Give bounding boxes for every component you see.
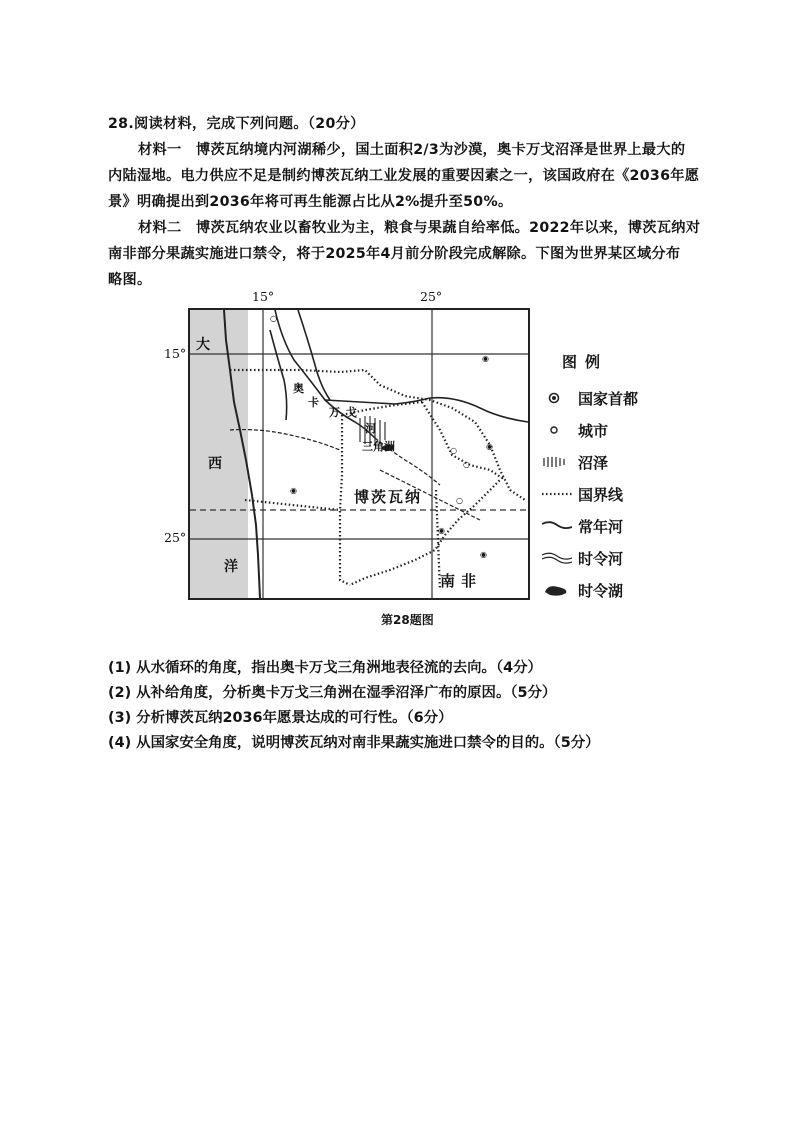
okavango-char-4: 戈 (346, 406, 357, 419)
border-botswana-west (340, 415, 350, 585)
capital-marker-windhoek: ◉ (290, 486, 297, 495)
legend-label-city: 城市 (578, 422, 609, 440)
coastline (224, 310, 260, 598)
legend-item-city (542, 418, 702, 442)
ocean-char-1: 大 (196, 337, 210, 353)
legend-title: 图例 (562, 353, 609, 371)
legend-item-seasonal-lake (542, 578, 702, 602)
seasonal-lake-icon (542, 578, 572, 602)
subquestion-2: (2) 从补给角度，分析奥卡万戈三角洲在湿季沼泽广布的原因。（5分） (108, 685, 557, 701)
border-line-icon (542, 482, 572, 506)
material-2-line-1: 材料二 博茨瓦纳农业以畜牧业为主，粮食与果蔬自给率低。2022年以来，博茨瓦纳对 (138, 220, 701, 236)
legend-label-border: 国界线 (578, 486, 624, 504)
okavango-char-2: 卡 (308, 396, 319, 409)
kunene-river (270, 330, 287, 420)
perennial-river-icon (542, 514, 572, 538)
legend-label-perennial-river: 常年河 (578, 518, 624, 536)
material-1-line-1: 材料一 博茨瓦纳境内河湖稀少，国土面积2/3为沙漠，奥卡万戈沼泽是世界上最大的 (138, 142, 686, 158)
lat-label-15: 15° (164, 346, 187, 361)
lon-label-15: 15° (252, 289, 275, 304)
city-marker-4: ○ (456, 496, 463, 505)
city-icon (542, 418, 572, 442)
border-north (230, 370, 525, 500)
seasonal-river-icon (542, 546, 572, 570)
country-label-south-africa: 南非 (440, 572, 483, 590)
capital-marker-lusaka-region: ◉ (486, 442, 493, 451)
legend-label-seasonal-river: 时令河 (578, 550, 624, 568)
map-drawing (190, 310, 530, 600)
ocean-char-2: 西 (208, 456, 222, 472)
region-map (188, 308, 530, 600)
border-namibia-south (245, 500, 340, 510)
legend-label-swamp: 沼泽 (578, 454, 609, 472)
lon-label-25: 25° (420, 289, 443, 304)
ocean-char-3: 洋 (224, 559, 238, 575)
capital-marker-pretoria: ◉ (480, 550, 487, 559)
material-2-line-3: 略图。 (108, 272, 152, 288)
subquestion-4: (4) 从国家安全角度，说明博茨瓦纳对南非果蔬实施进口禁令的目的。（5分） (108, 735, 600, 751)
city-marker-3: ○ (463, 460, 470, 469)
capital-marker-gaborone: ◉ (438, 526, 445, 535)
legend-label-seasonal-lake: 时令湖 (578, 582, 624, 600)
country-label-botswana: 博茨瓦纳 (354, 488, 423, 506)
legend-item-border (542, 482, 702, 506)
city-marker-1: ○ (270, 314, 277, 323)
okavango-delta-label: 三角洲 (362, 440, 395, 453)
subquestion-3: (3) 分析博茨瓦纳2036年愿景达成的可行性。（6分） (108, 710, 453, 726)
legend-item-capital (542, 386, 702, 410)
capital-marker-luanda-region: ◉ (482, 354, 489, 363)
material-2-line-2: 南非部分果蔬实施进口禁令，将于2025年4月前分阶段完成解除。下图为世界某区域分布 (108, 246, 681, 262)
capital-icon (542, 386, 572, 410)
subquestion-1: (1) 从水循环的角度，指出奥卡万戈三角洲地表径流的去向。（4分） (108, 660, 542, 676)
okavango-char-5: 河 (365, 422, 376, 435)
question-header: 28.阅读材料，完成下列问题。（20分） (108, 116, 365, 132)
okavango-char-3: 万 (329, 406, 340, 419)
seasonal-river-west (230, 430, 340, 450)
okavango-char-1: 奥 (293, 382, 304, 395)
legend-label-capital: 国家首都 (578, 390, 639, 408)
legend-item-perennial-river (542, 514, 702, 538)
legend-item-swamp (542, 450, 702, 474)
lat-label-25: 25° (164, 530, 187, 545)
material-1-line-2: 内陆湿地。电力供应不足是制约博茨瓦纳工业发展的重要因素之一，该国政府在《2036年愿 (108, 168, 700, 184)
figure-caption: 第28题图 (381, 613, 434, 627)
city-marker-2: ○ (450, 446, 457, 455)
legend-item-seasonal-river (542, 546, 702, 570)
swamp-icon (542, 450, 572, 474)
material-1-line-3: 景》明确提出到2036年将可再生能源占比从2%提升至50%。 (108, 194, 513, 210)
